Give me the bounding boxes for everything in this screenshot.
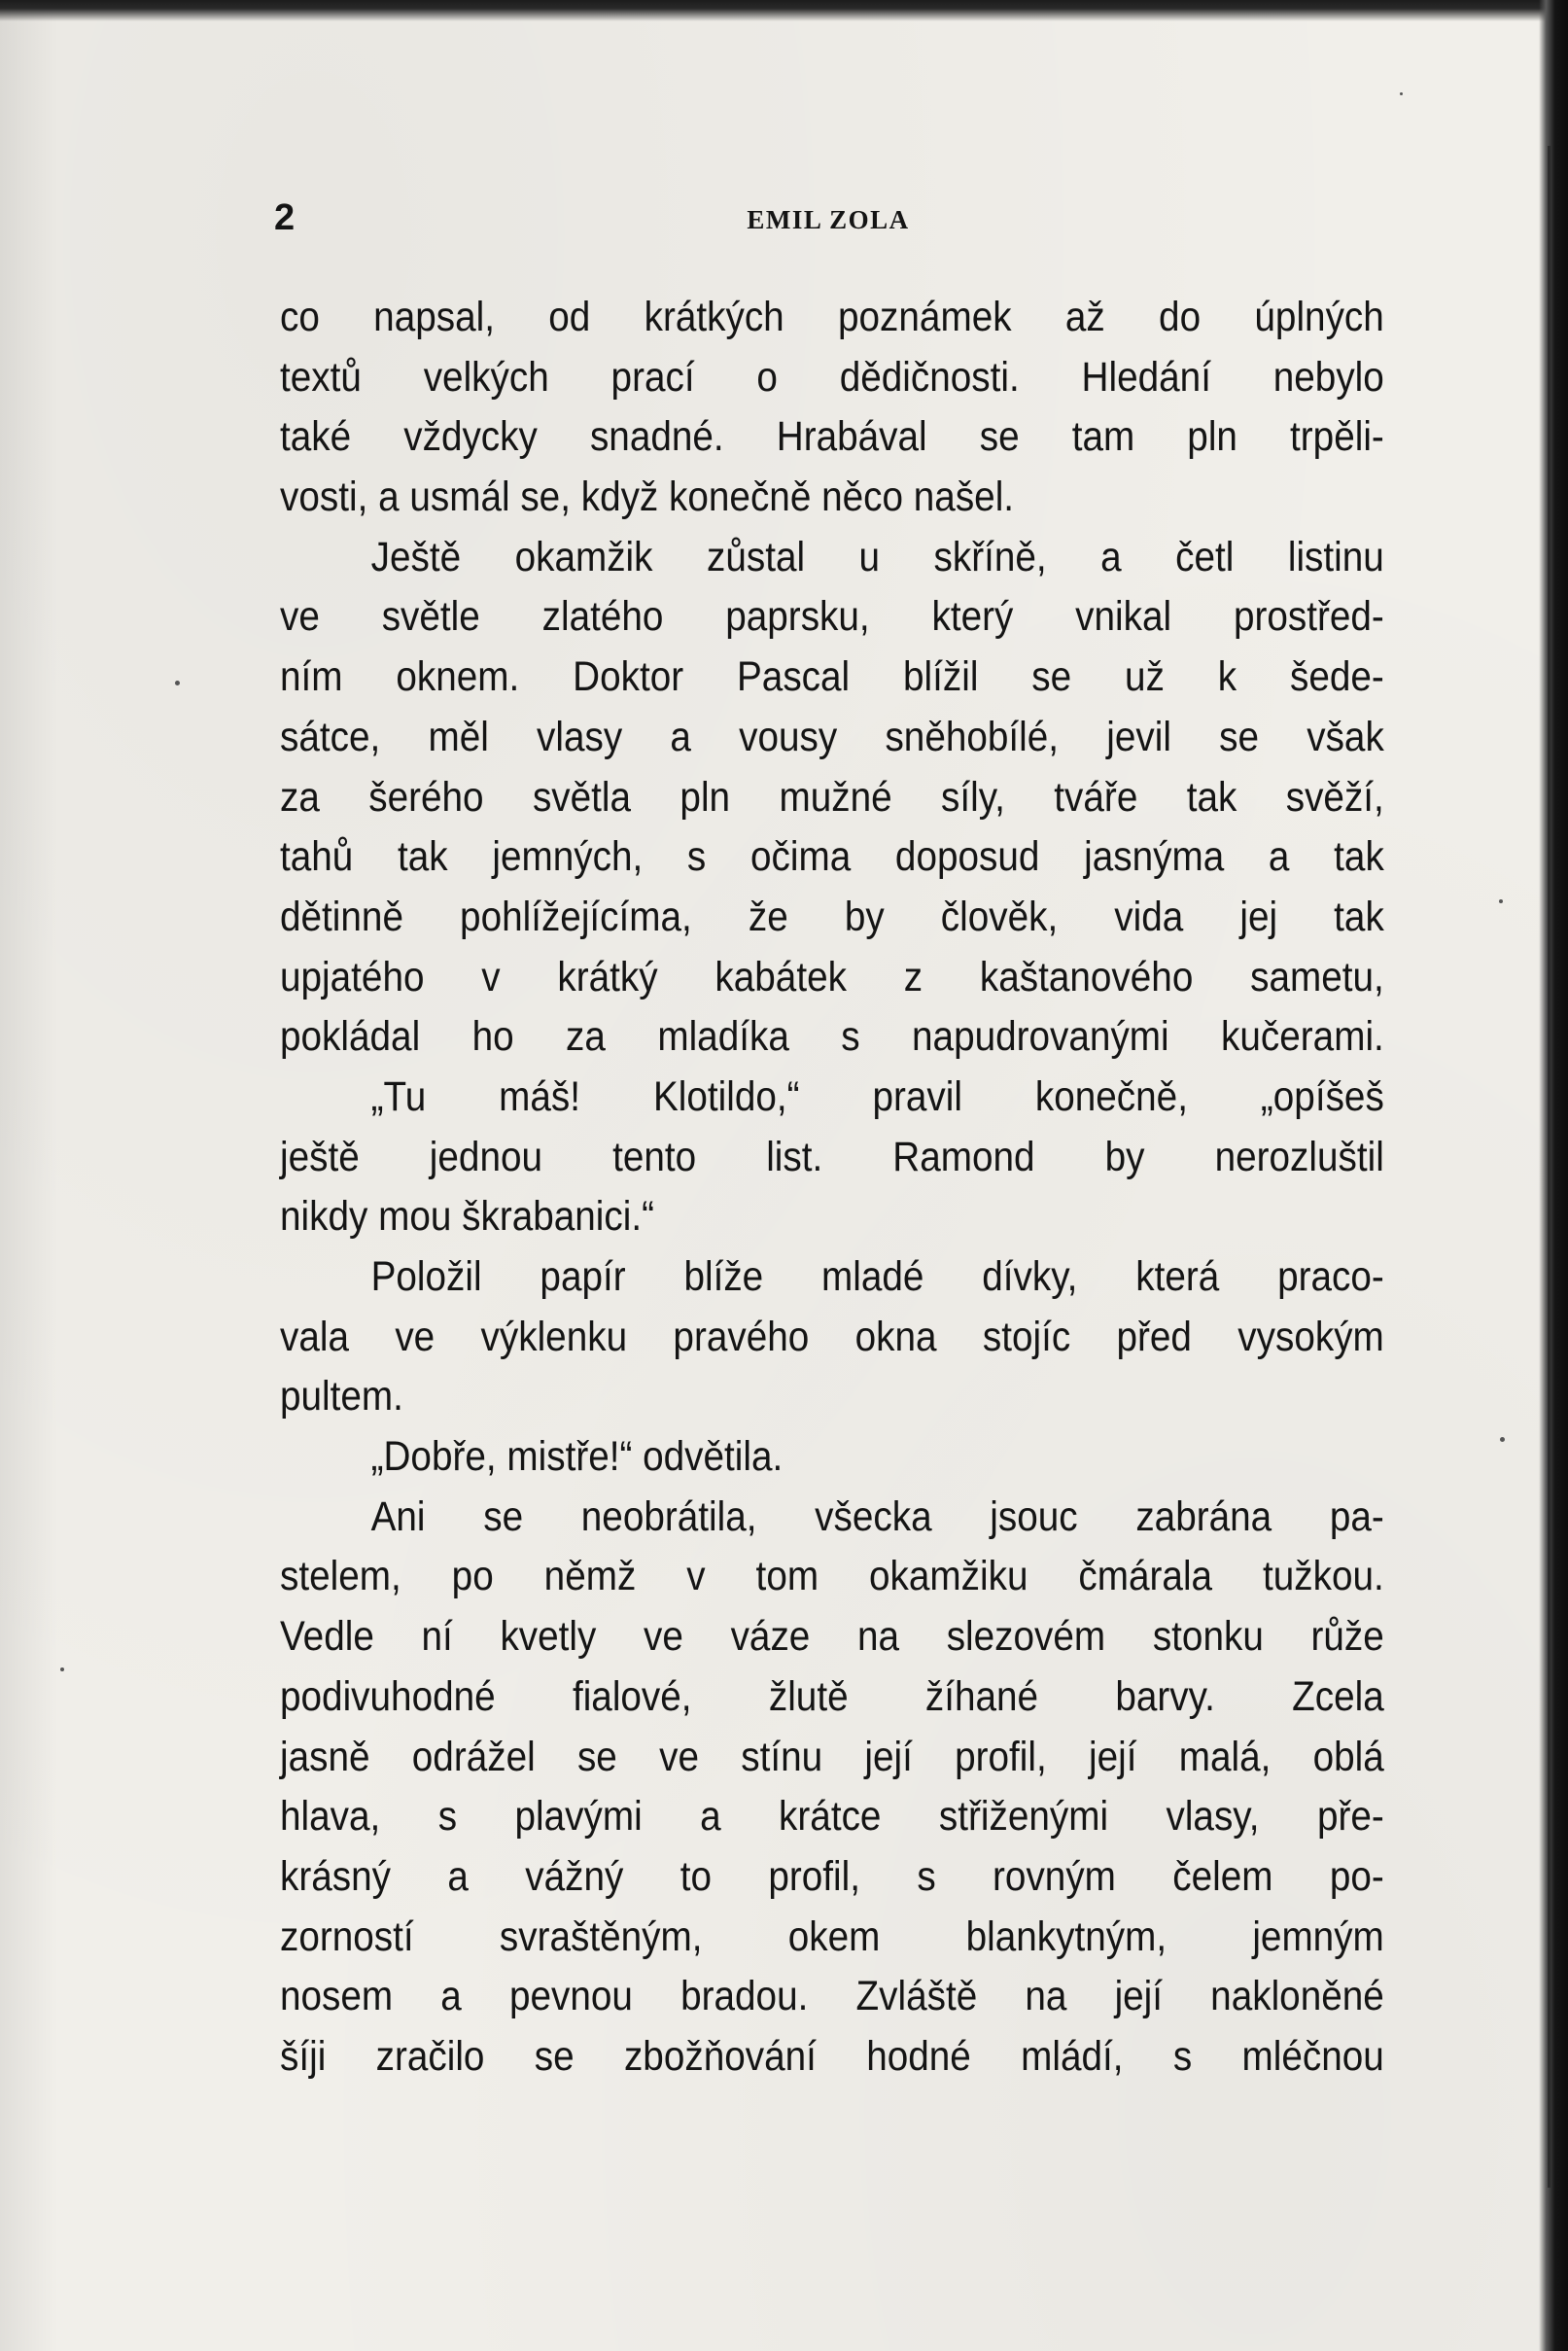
page-right-edge [1539, 0, 1568, 2351]
text-line: upjatého v krátký kabátek z kaštanového sametu, [280, 953, 1384, 1000]
page-header [274, 194, 1382, 243]
body-text [280, 288, 1384, 2088]
binding-line [1548, 146, 1551, 2188]
text-line: krásný a vážný to profil, s rovným čelem po- [280, 1852, 1384, 1900]
scan-speck [1400, 92, 1403, 95]
text-line: Položil papír blíže mladé dívky, která praco- [370, 1253, 1384, 1300]
text-line: vosti, a usmál se, když konečně něco našel. [280, 474, 1015, 521]
scan-speck [60, 1667, 64, 1671]
text-line: hlava, s plavými a krátce střiženými vlasy, pře- [280, 1793, 1384, 1841]
text-line: dětinně pohlížejícíma, že by člověk, vida jej tak [280, 893, 1384, 940]
text-line: pultem. [280, 1373, 403, 1421]
text-line: zorností svraštěným, okem blankytným, jemným [280, 1912, 1384, 1960]
scan-speck [175, 681, 180, 685]
text-line: stelem, po němž v tom okamžiku čmárala tužkou. [280, 1553, 1384, 1600]
text-line: co napsal, od krátkých poznámek až do úplných [280, 294, 1384, 340]
text-line: Vedle ní kvetly ve váze na slezovém stonku růže [280, 1613, 1384, 1661]
text-line: nosem a pevnou bradou. Zvláště na její nakloněné [280, 1973, 1384, 2020]
text-line: „Tu máš! Klotildo,“ pravil konečně, „opíšeš [370, 1072, 1384, 1120]
text-line: ve světle zlatého paprsku, který vnikal prostřed- [280, 593, 1384, 641]
text-line: nikdy mou škrabanici.“ [280, 1193, 655, 1241]
text-line: ním oknem. Doktor Pascal blížil se už k šede- [280, 653, 1384, 701]
text-line: za šerého světla pln mužné síly, tváře tak svěží, [280, 773, 1384, 821]
text-line: Ještě okamžik zůstal u skříně, a četl listinu [370, 533, 1384, 580]
text-line: Ani se neobrátila, všecka jsouc zabrána pa- [370, 1492, 1384, 1540]
text-line: textů velkých prací o dědičnosti. Hledání nebylo [280, 353, 1384, 401]
scan-speck [1500, 1437, 1505, 1442]
page-shadow-left [0, 0, 58, 2351]
text-line: pokládal ho za mladíka s napudrovanými kučerami. [280, 1013, 1384, 1061]
text-line: vala ve výklenku pravého okna stojíc před vysokým [280, 1313, 1384, 1360]
text-line: „Dobře, mistře!“ odvětila. [370, 1433, 784, 1481]
text-line: jasně odrážel se ve stínu její profil, její malá, oblá [280, 1733, 1384, 1780]
text-line: tahů tak jemných, s očima doposud jasnýma a tak [280, 833, 1384, 881]
text-line: také vždycky snadné. Hrabával se tam pln trpěli- [280, 413, 1384, 461]
text-line: ještě jednou tento list. Ramond by nerozluštil [280, 1133, 1384, 1180]
text-line: sátce, měl vlasy a vousy sněhobílé, jevil se však [280, 713, 1384, 760]
page-top-edge [0, 0, 1568, 21]
text-line: podivuhodné fialové, žlutě žíhané barvy. Zcela [280, 1672, 1384, 1720]
running-head: EMIL ZOLA [747, 205, 910, 234]
scan-speck [1499, 899, 1503, 903]
page-number: 2 [274, 197, 296, 238]
text-line: šíji zračilo se zbožňování hodné mládí, s mléčnou [280, 2032, 1384, 2080]
